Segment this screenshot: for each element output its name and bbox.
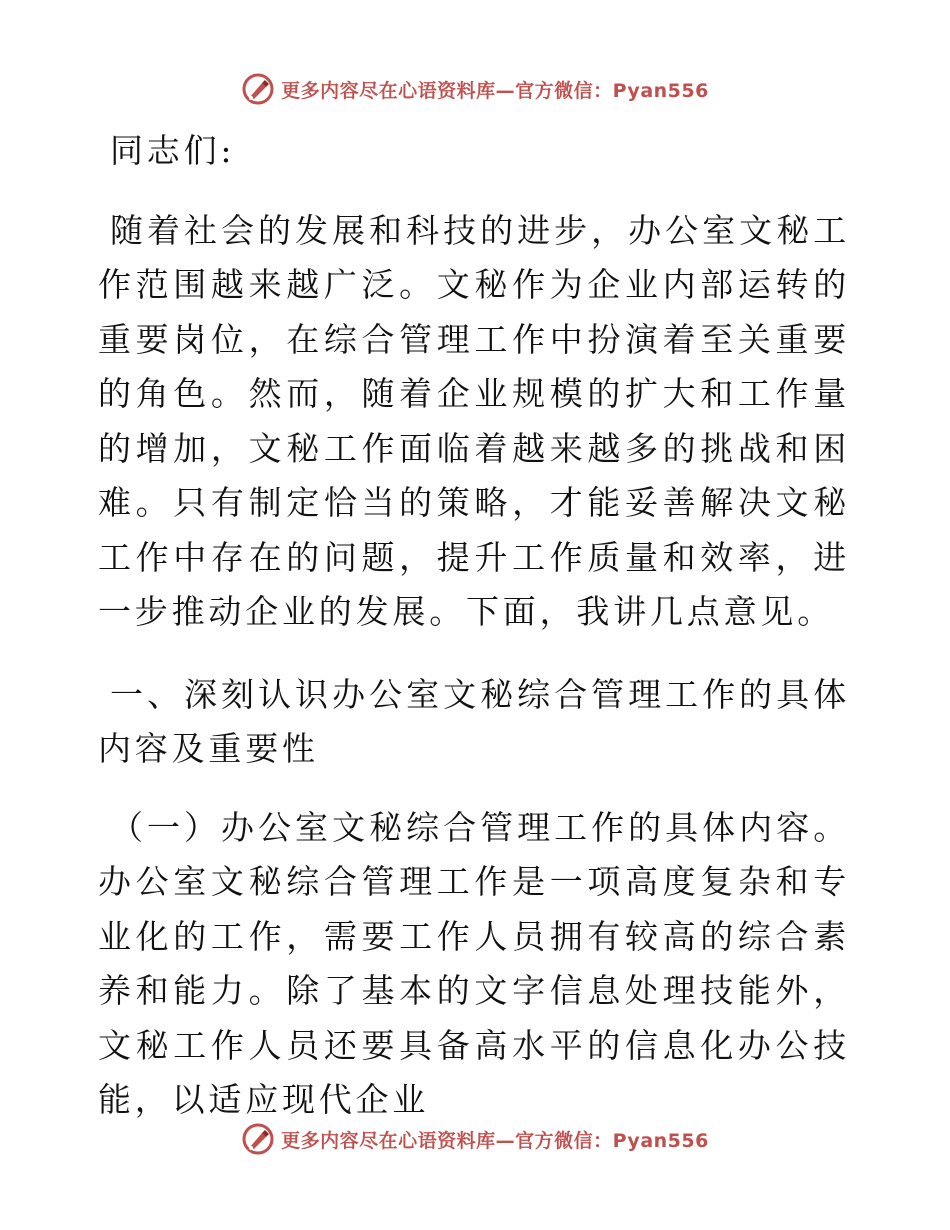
pen-logo-icon [241,72,275,106]
watermark-header [0,72,950,106]
greeting: 同志们: [110,131,236,170]
pen-logo-icon [241,1122,275,1156]
section-heading: 一、深刻认识办公室文秘综合管理工作的具体内容及重要性 [98,674,850,768]
watermark-text: 更多内容尽在心语资料库—官方微信：Pyan556 [281,1129,709,1152]
document-body [98,124,850,1128]
watermark-text: 更多内容尽在心语资料库—官方微信：Pyan556 [281,79,709,102]
subsection-paragraph: （一）办公室文秘综合管理工作的具体内容。办公室文秘综合管理工作是一项高度复杂和专业化的工作，需要工作人员拥有较高的综合素养和能力。除了基本的文字信息处理技能外，文秘工作人员还要具备高水平的信息化办公技能，以适应现代企业 [98,807,850,1119]
intro-paragraph: 随着社会的发展和科技的进步，办公室文秘工作范围越来越广泛。文秘作为企业内部运转的重要岗位，在综合管理工作中扮演着至关重要的角色。然而，随着企业规模的扩大和工作量的增加，文秘工作面临着越来越多的挑战和困难。只有制定恰当的策略，才能妥善解决文秘工作中存在的问题，提升工作质量和效率，进一步推动企业的发展。下面，我讲几点意见。 [98,210,850,631]
watermark-footer [0,1122,950,1156]
